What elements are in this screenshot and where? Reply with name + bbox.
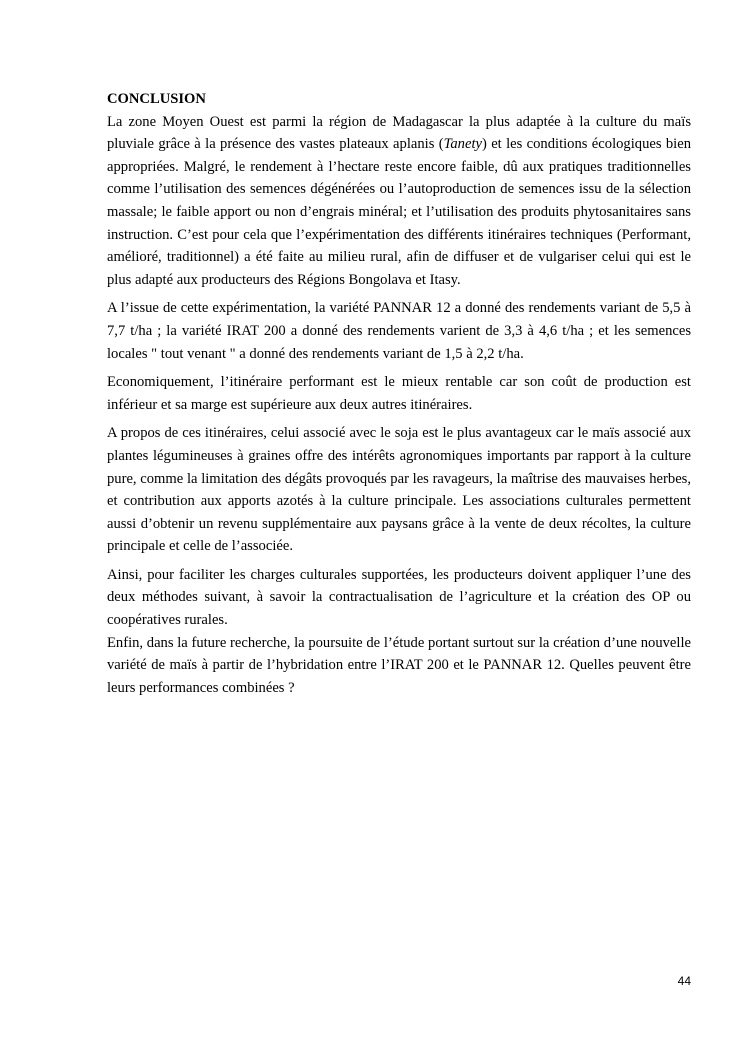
paragraph-5: Ainsi, pour faciliter les charges culturales supportées, les producteurs doivent appliquer l’une des deux méthodes suivant, à savoir la contractualisation de l’agriculture et la création des OP ou coopératives rurales.	[107, 566, 691, 629]
paragraph-1-italic-term: Tanety	[443, 136, 482, 153]
paragraph-3: Economiquement, l’itinéraire performant est le mieux rentable car son coût de production est inférieur et sa marge est supérieure aux deux autres itinéraires.	[107, 374, 691, 413]
paragraph-1-text-end: ) et les conditions écologiques bien appropriées. Malgré, le rendement à l’hectare reste encore faible, dû aux pratiques traditionnelles comme l’utilisation des semences dégénérées ou l’autoproduction de semences issu de la sélection massale; le faible apport ou non d’engrais minéral; et l’utilisation des produits phytosanitaires sans instruction. C’est pour cela que l’expérimentation des différents itinéraires techniques (Performant, amélioré, traditionnel) a été faite au milieu rural, afin de diffuser et de vulgariser celui qui est le plus adapté aux producteurs des Régions Bongolava et Itasy.	[107, 136, 691, 288]
paragraph-1-text-start: La zone Moyen Ouest est parmi la région de Madagascar la plus adaptée à la culture du maïs pluviale grâce à la présence des vastes plateaux aplanis (	[107, 113, 691, 153]
page-number: 44	[677, 974, 691, 988]
paragraph-6: Enfin, dans la future recherche, la poursuite de l’étude portant surtout sur la création d’une nouvelle variété de maïs à partir de l’hybridation entre l’IRAT 200 et le PANNAR 12. Quelles peuvent être leurs performances combinées ?	[107, 634, 691, 696]
paragraph-2: A l’issue de cette expérimentation, la variété PANNAR 12 a donné des rendements variant de 5,5 à 7,7 t/ha ; la variété IRAT 200 a donné des rendements varient de 3,3 à 4,6 t/ha ; et les semences locales " tout venant " a donné des rendements variant de 1,5 à 2,2 t/ha.	[107, 300, 691, 362]
document-body	[107, 88, 691, 705]
paragraph-4: A propos de ces itinéraires, celui associé avec le soja est le plus avantageux car le maïs associé aux plantes légumineuses à graines offre des intérêts agronomiques importants par rapport à la culture pure, comme la limitation des dégâts provoqués par les ravageurs, la maîtrise des mauvaises herbes, et contribution aux apports azotés à la culture principale. Les associations culturales permettent aussi d’obtenir un revenu supplémentaire aux paysans grâce à la vente de deux récoltes, la culture principale et celle de l’associée.	[107, 425, 691, 555]
section-heading: CONCLUSION	[107, 91, 206, 107]
paragraph-1	[107, 111, 691, 292]
